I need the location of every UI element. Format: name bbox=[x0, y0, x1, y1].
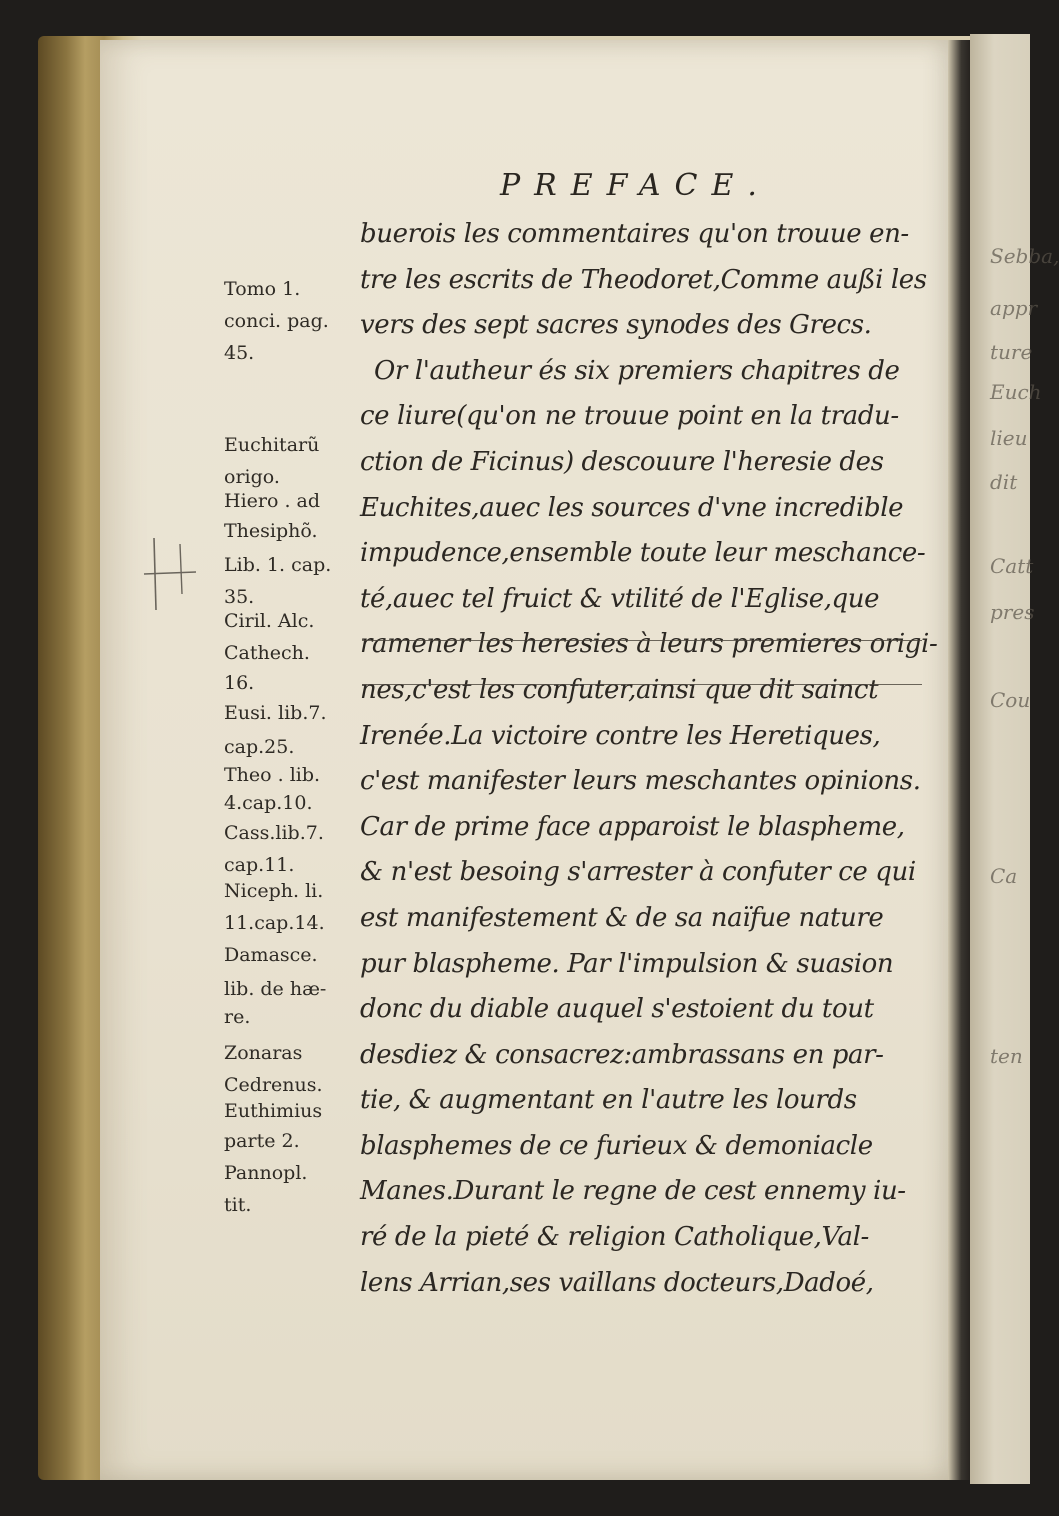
margin-note: Zonaras bbox=[224, 1042, 303, 1064]
margin-note: Thesiphõ. bbox=[224, 520, 318, 542]
margin-note: conci. pag. bbox=[224, 310, 329, 332]
ink-underline bbox=[362, 640, 922, 641]
margin-note: Eusi. lib.7. bbox=[224, 702, 327, 724]
margin-note: Theo . lib. bbox=[224, 764, 321, 786]
facing-page-fragment: pres bbox=[990, 600, 1035, 624]
margin-note: cap.25. bbox=[224, 736, 295, 758]
text-line: est manifestement & de sa naïfue nature bbox=[360, 902, 884, 933]
text-line: ce liure(qu'on ne trouue point en la tradu- bbox=[360, 401, 899, 432]
text-line: lens Arrian,ses vaillans docteurs,Dadoé, bbox=[360, 1267, 874, 1298]
margin-note: Euchitarũ bbox=[224, 434, 320, 456]
facing-page-fragment: ten bbox=[990, 1044, 1023, 1068]
text-line: buerois les commentaires qu'on trouue en- bbox=[360, 219, 909, 249]
main-text-block bbox=[360, 212, 938, 1306]
text-line: Irenée.La victoire contre les Heretiques, bbox=[360, 720, 881, 751]
text-line: tre les escrits de Theodoret,Comme außi les bbox=[360, 264, 927, 295]
text-line: Car de prime face apparoist le blaspheme, bbox=[360, 811, 905, 842]
margin-note: 4.cap.10. bbox=[224, 792, 313, 814]
margin-note: Cathech. bbox=[224, 642, 310, 664]
margin-note: Ciril. Alc. bbox=[224, 610, 315, 632]
facing-page-fragment: ture bbox=[990, 340, 1033, 364]
facing-page-fragment: Sebba, bbox=[990, 244, 1059, 268]
margin-note: Damasce. bbox=[224, 944, 318, 966]
facing-page-fragment: dit bbox=[990, 470, 1018, 494]
margin-note: cap.11. bbox=[224, 854, 295, 876]
facing-page-fragment: lieu bbox=[990, 426, 1028, 450]
facing-page-fragment: Catt bbox=[990, 554, 1034, 578]
margin-note: 16. bbox=[224, 672, 255, 694]
margin-note: Lib. 1. cap. bbox=[224, 554, 332, 576]
facing-page-fragment: Ca bbox=[990, 864, 1018, 888]
running-head: PREFACE. bbox=[500, 168, 771, 203]
margin-note: 45. bbox=[224, 342, 255, 364]
text-line: Euchites,auec les sources d'vne incredible bbox=[360, 492, 904, 523]
ink-underline bbox=[362, 684, 922, 685]
pencil-cross-mark bbox=[140, 534, 200, 614]
margin-note: Cass.lib.7. bbox=[224, 822, 324, 844]
text-line: impudence,ensemble toute leur meschance- bbox=[360, 538, 926, 569]
margin-note: tit. bbox=[224, 1194, 252, 1216]
margin-note: 35. bbox=[224, 586, 255, 608]
text-line: pur blaspheme. Par l'impulsion & suasion bbox=[360, 948, 894, 979]
facing-page-fragment: Euch bbox=[990, 380, 1042, 404]
margin-note: 11.cap.14. bbox=[224, 912, 325, 934]
text-line: & n'est besoing s'arrester à confuter ce qui bbox=[360, 857, 916, 888]
margin-note: origo. bbox=[224, 466, 280, 488]
text-line: nes,c'est les confuter,ainsi que dit sainct bbox=[360, 674, 879, 705]
margin-note: re. bbox=[224, 1006, 251, 1028]
facing-page-edge bbox=[970, 34, 1059, 1484]
text-line: ré de la pieté & religion Catholique,Val- bbox=[360, 1222, 869, 1253]
text-line: té,auec tel fruict & vtilité de l'Eglise,que bbox=[360, 583, 880, 614]
margin-note: Cedrenus. bbox=[224, 1074, 323, 1096]
text-line: c'est manifester leurs meschantes opinions. bbox=[360, 766, 921, 797]
facing-page-fragment: Cou bbox=[990, 688, 1031, 712]
text-line: donc du diable auquel s'estoient du tout bbox=[360, 994, 874, 1025]
margin-note: lib. de hæ- bbox=[224, 978, 327, 1000]
text-line: ction de Ficinus) descouure l'heresie des bbox=[360, 446, 884, 477]
text-line: Manes.Durant le regne de cest ennemy iu- bbox=[360, 1176, 906, 1207]
margin-note: parte 2. bbox=[224, 1130, 300, 1152]
text-line: ramener les heresies à leurs premieres origi- bbox=[360, 629, 938, 660]
facing-page-fragment: appr bbox=[990, 296, 1038, 320]
margin-note: Niceph. li. bbox=[224, 880, 324, 902]
margin-note: Euthimius bbox=[224, 1100, 323, 1122]
margin-note: Tomo 1. bbox=[224, 278, 301, 300]
text-line: vers des sept sacres synodes des Grecs. bbox=[360, 310, 872, 341]
margin-note: Hiero . ad bbox=[224, 490, 321, 512]
text-line: Or l'autheur és six premiers chapitres de bbox=[374, 355, 900, 386]
text-line: blasphemes de ce furieux & demoniacle bbox=[360, 1130, 873, 1161]
margin-note: Pannopl. bbox=[224, 1162, 308, 1184]
text-line: tie, & augmentant en l'autre les lourds bbox=[360, 1085, 857, 1116]
text-line: desdiez & consacrez:ambrassans en par- bbox=[360, 1039, 884, 1070]
book-gutter bbox=[948, 40, 970, 1480]
